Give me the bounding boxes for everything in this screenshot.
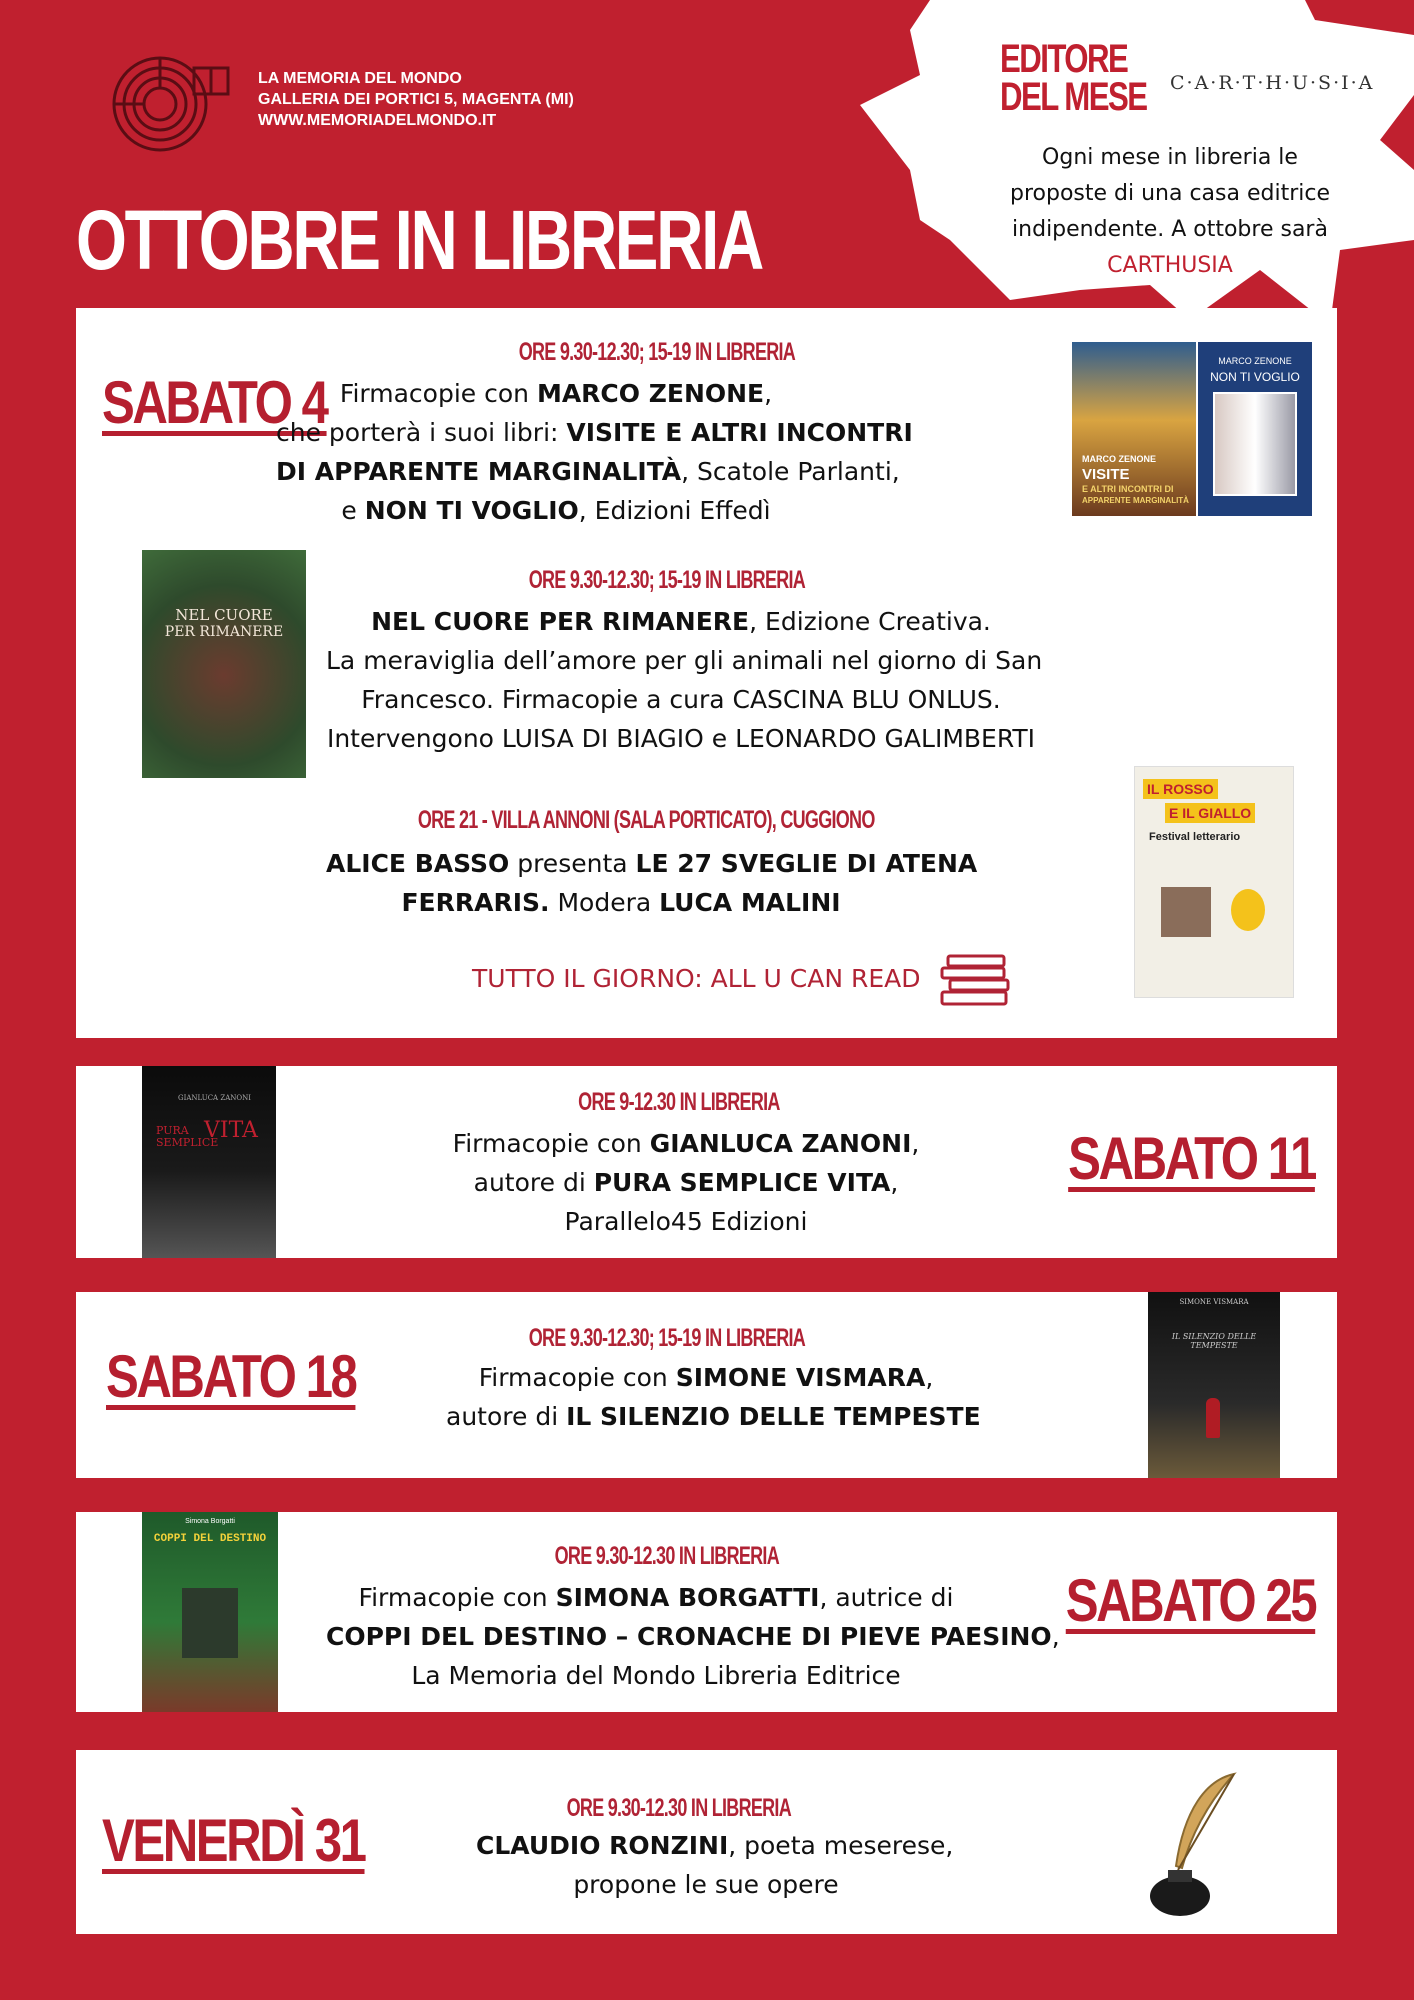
store-info bbox=[258, 68, 574, 131]
poster-line3: Festival letterario bbox=[1149, 831, 1241, 843]
cover-coppi-author: Simona Borgatti bbox=[185, 1518, 235, 1525]
poster-clock bbox=[1231, 889, 1265, 931]
publisher-desc-highlight: CARTHUSIA bbox=[1107, 253, 1233, 278]
cover-nel-cuore-title1: NEL CUORE bbox=[175, 606, 273, 624]
publisher-desc-line1: Ogni mese in libreria le bbox=[1042, 145, 1298, 170]
publisher-desc-line2: proposte di una casa editrice bbox=[1010, 181, 1330, 206]
publisher-desc-line3: indipendente. A ottobre sarà bbox=[1012, 217, 1328, 242]
labyrinth-logo-icon bbox=[108, 50, 248, 160]
panel-sabato-4 bbox=[76, 308, 1337, 1038]
cover-ntv-title: NON TI VOGLIO bbox=[1210, 370, 1300, 384]
all-day-text: TUTTO IL GIORNO: ALL U CAN READ bbox=[472, 964, 921, 993]
panel-sabato-11 bbox=[76, 1066, 1337, 1258]
text-sabato4-e2: NEL CUORE PER RIMANERE, Edizione Creativa. La meraviglia dell’amore per gli animali nel giorno di San Francesco. Firmacopie a cura CASCINA BLU ONLUS. Intervengono LUISA DI BIAGIO e LEONARDO GALIMBERTI bbox=[326, 607, 1043, 753]
cover-il-silenzio bbox=[1148, 1292, 1280, 1478]
time-sabato-18: ORE 9.30-12.30; 15-19 IN LIBRERIA bbox=[528, 1324, 805, 1352]
poster-line2: E IL GIALLO bbox=[1165, 803, 1255, 823]
store-logo bbox=[108, 50, 248, 160]
store-address: GALLERIA DEI PORTICI 5, MAGENTA (MI) bbox=[258, 91, 574, 108]
time-sabato4-e3: ORE 21 - VILLA ANNONI (SALA PORTICATO), CUGGIONO bbox=[418, 806, 875, 834]
poster-line1: IL ROSSO bbox=[1143, 779, 1218, 799]
cover-psv-title-b: SEMPLICE bbox=[156, 1136, 219, 1149]
page-title-text: OTTOBRE IN LIBRERIA bbox=[76, 193, 762, 287]
cover-coppi-castle bbox=[182, 1588, 238, 1658]
cover-psv-title-a: PURA bbox=[156, 1124, 189, 1137]
publisher-heading-line2: DEL MESE bbox=[1000, 75, 1147, 119]
text-sabato4-e3: ALICE BASSO presenta LE 27 SVEGLIE DI ATENA FERRARIS. Modera LUCA MALINI bbox=[326, 849, 978, 917]
day-sabato-18: SABATO 18 bbox=[106, 1343, 356, 1410]
text-sabato-18: Firmacopie con SIMONE VISMARA, autore di IL SILENZIO DELLE TEMPESTE bbox=[446, 1363, 981, 1431]
cover-non-ti-voglio bbox=[1198, 342, 1312, 516]
cover-visite-title1: VISITE bbox=[1082, 466, 1130, 483]
day-sabato-11: SABATO 11 bbox=[1068, 1125, 1315, 1192]
cover-coppi-title: COPPI DEL DESTINO bbox=[153, 1533, 267, 1545]
poster-il-rosso-e-il-giallo bbox=[1134, 766, 1294, 998]
text-venerdi-31: CLAUDIO RONZINI, poeta meserese, propone le sue opere bbox=[476, 1831, 954, 1899]
cover-silenzio-figure bbox=[1206, 1398, 1220, 1438]
cover-visite-title3: APPARENTE MARGINALITÀ bbox=[1082, 496, 1189, 505]
book-stack-icon bbox=[938, 952, 1014, 1010]
day-sabato-25: SABATO 25 bbox=[1065, 1567, 1315, 1634]
cover-silenzio-title: IL SILENZIO DELLE TEMPESTE bbox=[1171, 1332, 1257, 1350]
cover-psv-title-c: VITA bbox=[204, 1118, 258, 1143]
time-sabato-11: ORE 9-12.30 IN LIBRERIA bbox=[577, 1088, 780, 1116]
cover-psv-author: GIANLUCA ZANONI bbox=[178, 1094, 252, 1102]
publisher-description bbox=[985, 140, 1355, 284]
cover-nel-cuore-title2: PER RIMANERE bbox=[164, 624, 284, 640]
cover-ntv-photo bbox=[1213, 392, 1297, 496]
time-sabato-25: ORE 9.30-12.30 IN LIBRERIA bbox=[554, 1542, 779, 1570]
cover-silenzio-author: SIMONE VISMARA bbox=[1179, 1298, 1249, 1306]
day-venerdi-31: VENERDÌ 31 bbox=[102, 1807, 365, 1874]
panel-venerdi-31 bbox=[76, 1750, 1337, 1934]
publisher-heading bbox=[1000, 37, 1147, 119]
day-sabato-4: SABATO 4 bbox=[102, 369, 327, 436]
panel-sabato-18 bbox=[76, 1292, 1337, 1478]
carthusia-logo: C·A·R·T·H·U·S·I·A bbox=[1170, 72, 1375, 94]
cover-visite-author: MARCO ZENONE bbox=[1082, 454, 1156, 464]
poster-photo bbox=[1161, 887, 1211, 937]
quill-inkwell-icon bbox=[1136, 1770, 1246, 1920]
cover-visite-title2: E ALTRI INCONTRI DI bbox=[1082, 484, 1174, 494]
time-venerdi-31: ORE 9.30-12.30 IN LIBRERIA bbox=[566, 1794, 791, 1822]
time-sabato4-e1: ORE 9.30-12.30; 15-19 IN LIBRERIA bbox=[518, 338, 795, 366]
page-title bbox=[76, 192, 762, 289]
text-sabato-25: Firmacopie con SIMONA BORGATTI, autrice di COPPI DEL DESTINO – CRONACHE DI PIEVE PAESINO, La Memoria del Mondo Libreria Editrice bbox=[326, 1583, 1060, 1690]
cover-visite bbox=[1072, 342, 1196, 516]
time-sabato4-e2: ORE 9.30-12.30; 15-19 IN LIBRERIA bbox=[528, 566, 805, 594]
text-sabato-11: Firmacopie con GIANLUCA ZANONI, autore di PURA SEMPLICE VITA, Parallelo45 Edizioni bbox=[452, 1129, 920, 1236]
text-sabato4-e1: Firmacopie con MARCO ZENONE, che porterà i suoi libri: VISITE E ALTRI INCONTRI DI APPARENTE MARGINALITÀ, Scatole Parlanti, e NON TI VOGLIO, Edizioni Effedì bbox=[276, 379, 913, 525]
store-name: LA MEMORIA DEL MONDO bbox=[258, 70, 462, 87]
panel-sabato-25 bbox=[76, 1512, 1337, 1712]
store-website[interactable]: WWW.MEMORIADELMONDO.IT bbox=[258, 112, 497, 129]
cover-ntv-author: MARCO ZENONE bbox=[1218, 356, 1292, 366]
publisher-heading-line1: EDITORE bbox=[1000, 37, 1128, 81]
